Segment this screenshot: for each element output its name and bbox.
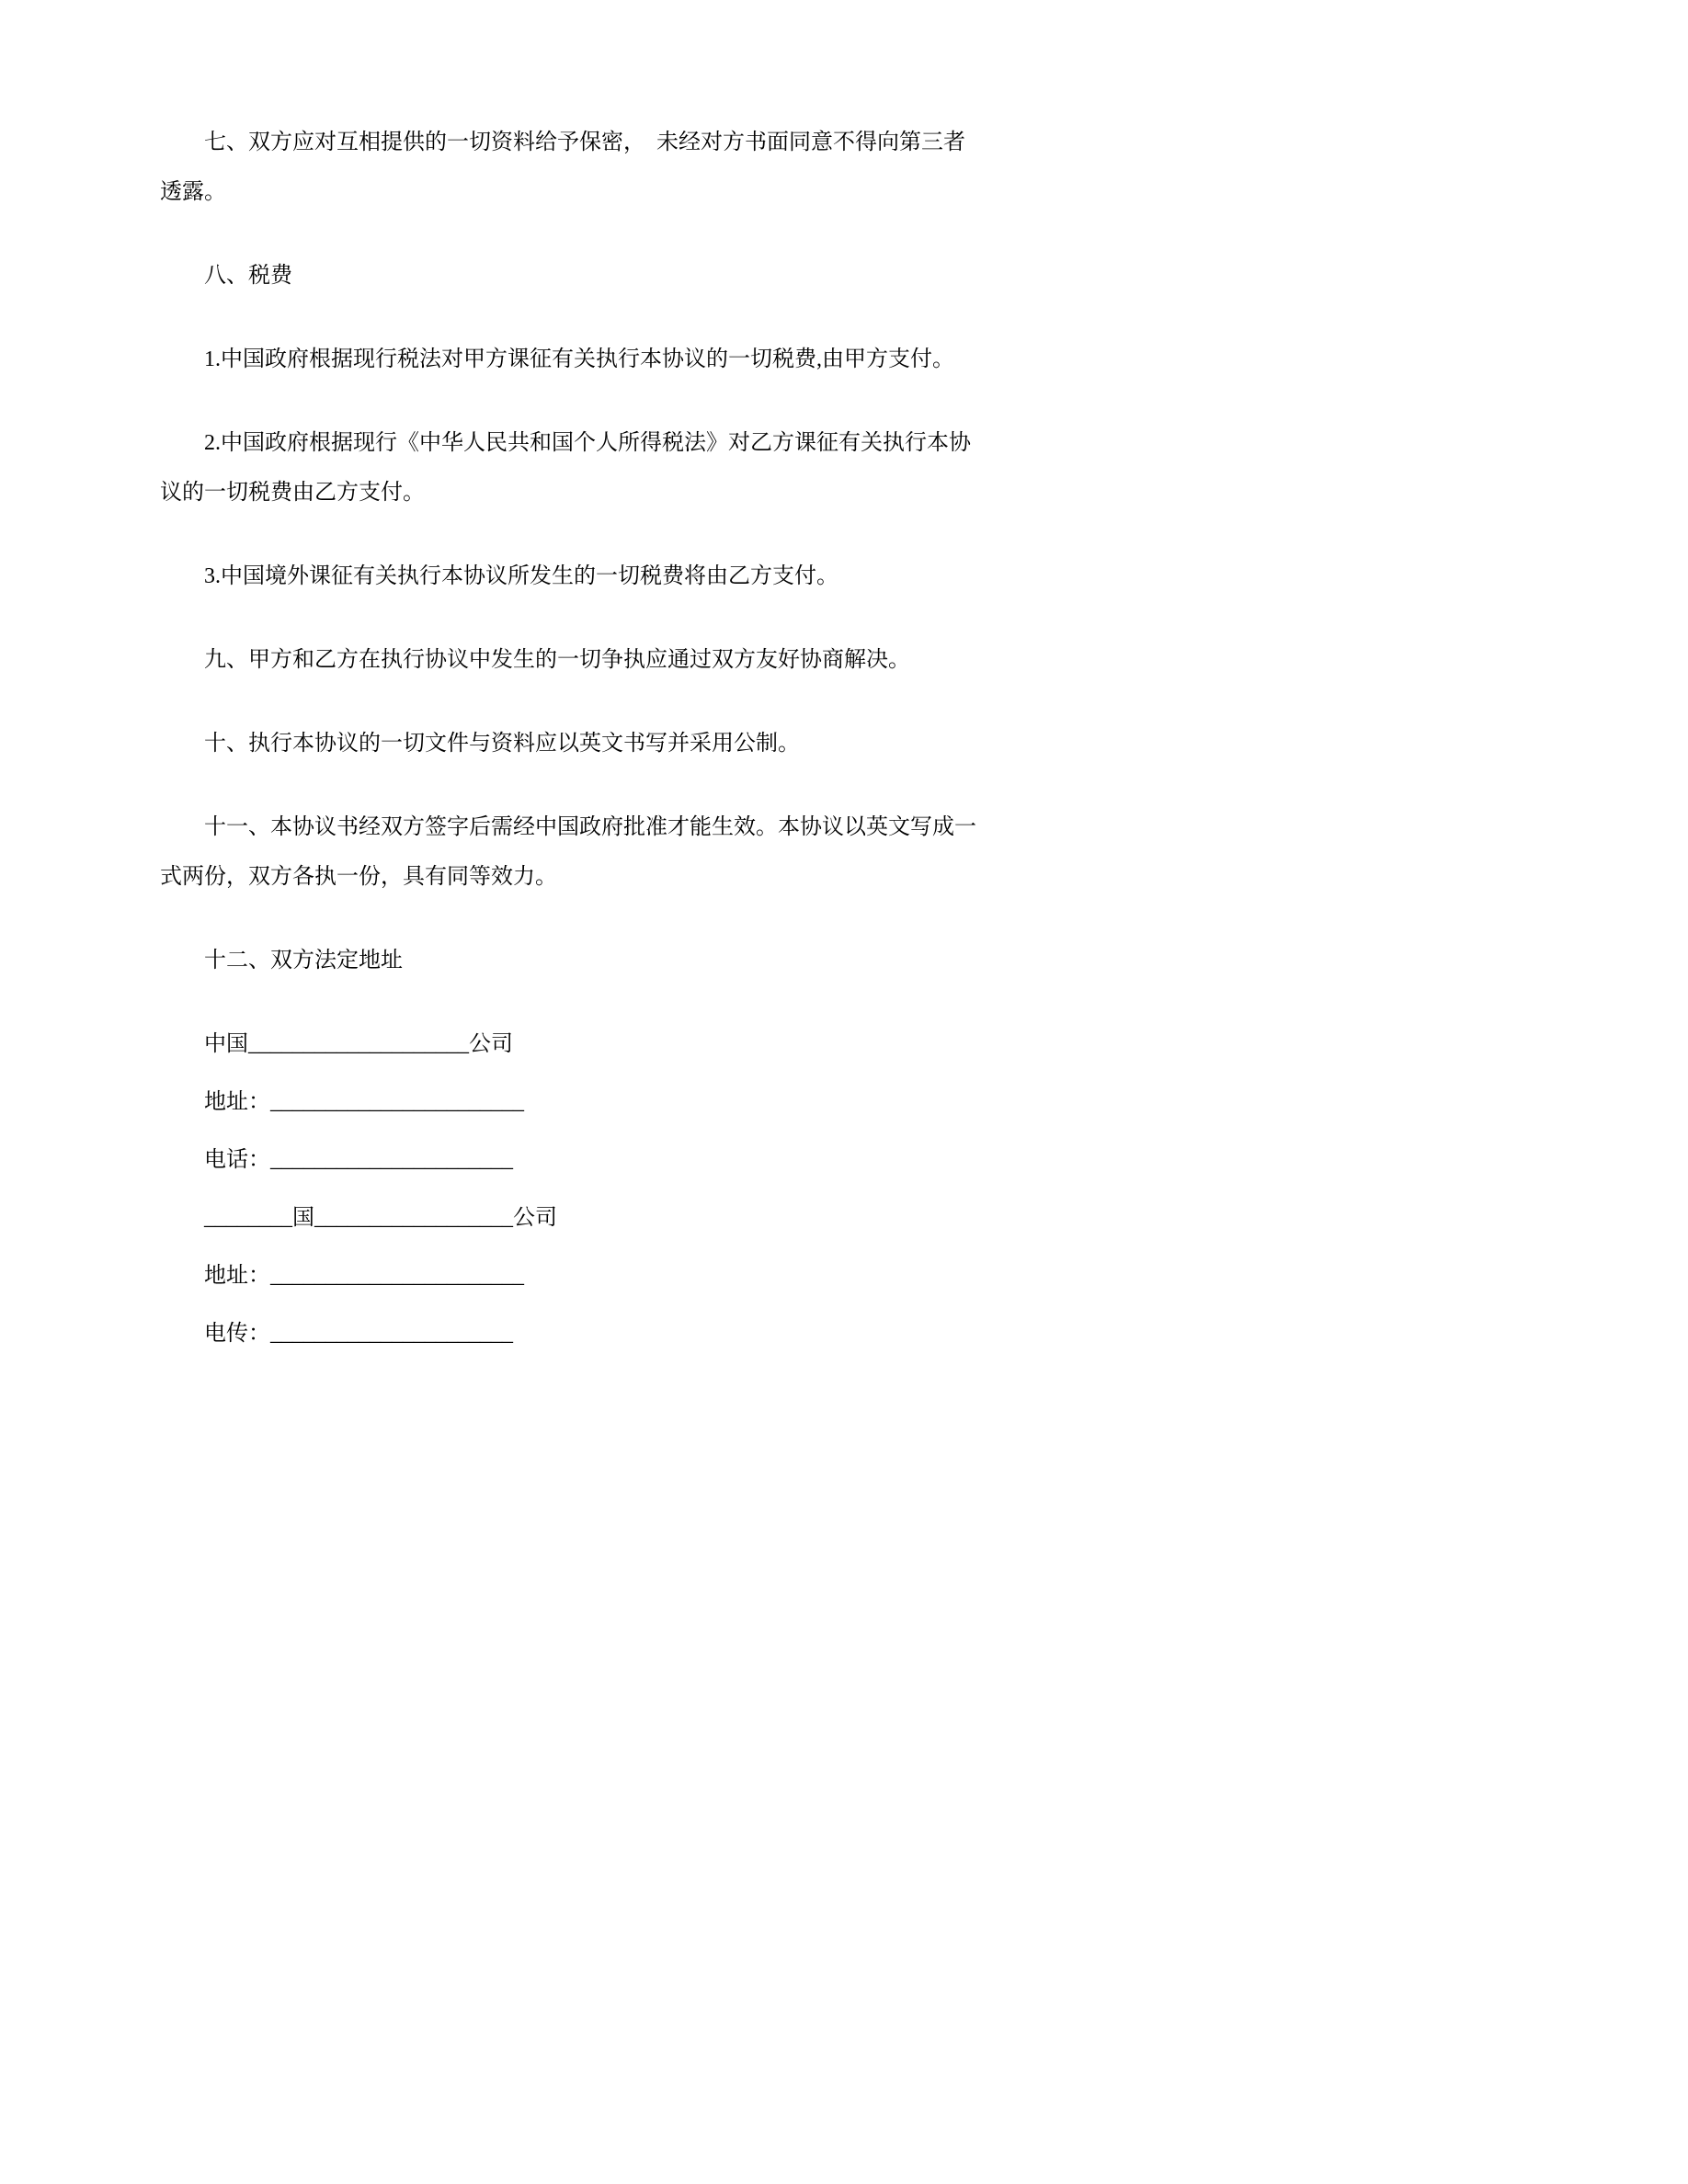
address-line-telex: 电传：______________________ (204, 1322, 513, 1346)
clause-9-disputes: 九、甲方和乙方在执行协议中发生的一切争执应通过双方友好协商解决。 (204, 648, 910, 672)
clause-12-addresses-heading: 十二、双方法定地址 (204, 949, 403, 973)
clause-11-effectiveness: 十一、本协议书经双方签字后需经中国政府批准才能生效。本协议以英文写成一式两份，双方各执一份，具有同等效力。 (160, 815, 976, 889)
address-line-china-company: 中国____________________公司 (204, 1032, 513, 1056)
address-line-address-2: 地址：_______________________ (204, 1264, 524, 1288)
clause-7-confidentiality: 七、双方应对互相提供的一切资料给予保密， 未经对方书面同意不得向第三者透露。 (160, 131, 965, 204)
clause-8-item-3: 3.中国境外课征有关执行本协议所发生的一切税费将由乙方支付。 (204, 564, 838, 588)
clause-8-taxes-heading: 八、税费 (204, 264, 292, 288)
clause-8-item-1: 1.中国政府根据现行税法对甲方课征有关执行本协议的一切税费,由甲方支付。 (204, 347, 954, 371)
clause-8-item-2: 2.中国政府根据现行《中华人民共和国个人所得税法》对乙方课征有关执行本协议的一切税费由乙方支付。 (160, 431, 971, 505)
address-line-address-1: 地址：_______________________ (204, 1090, 524, 1114)
address-line-phone: 电话：______________________ (204, 1148, 513, 1172)
clause-10-language: 十、执行本协议的一切文件与资料应以英文书写并采用公制。 (204, 732, 800, 756)
address-line-foreign-company: ________国__________________公司 (204, 1206, 557, 1230)
